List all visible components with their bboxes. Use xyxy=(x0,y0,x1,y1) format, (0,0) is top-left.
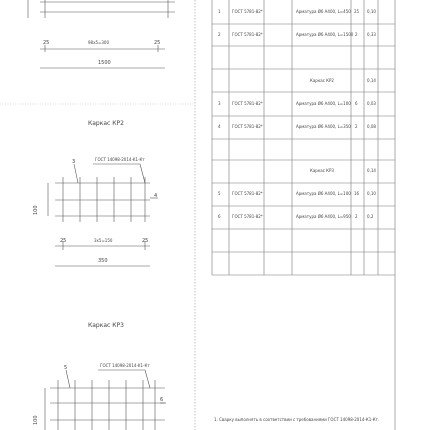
karkas2-pos-right: 4 xyxy=(154,193,158,199)
karkas3-pos-top: 5 xyxy=(64,365,68,371)
cell-pos: 4 xyxy=(218,124,221,129)
cell-qty: 25 xyxy=(354,9,360,14)
cell-qty: 16 xyxy=(354,191,360,196)
cell-name: Арматура Ø6 A400, L=1500 xyxy=(296,32,354,37)
cell-pos: 1 xyxy=(218,9,221,14)
cell-pos: 2 xyxy=(218,32,221,37)
top-dim-span: 98x5=300 xyxy=(88,40,109,45)
karkas2-total: 350 xyxy=(98,258,108,264)
karkas3-title: Каркас КР3 xyxy=(88,322,124,329)
cell-name: Арматура Ø6 A400, L=100 xyxy=(296,191,351,196)
top-dim-left: 25 xyxy=(43,40,50,46)
karkas2-pos-top: 3 xyxy=(72,159,76,165)
cell-doc: ГОСТ 5781-82* xyxy=(232,101,263,106)
cell-mass: 0,03 xyxy=(367,101,376,106)
cell-name: Каркас КР3 xyxy=(310,168,334,173)
top-dim-total: 1500 xyxy=(98,60,111,66)
karkas2-gost: ГОСТ 14098-2014-K1-Кт xyxy=(95,157,145,162)
karkas3-gost: ГОСТ 14098-2014-K1-Кт xyxy=(100,363,150,368)
cell-pos: 3 xyxy=(218,101,221,106)
cell-doc: ГОСТ 5781-82* xyxy=(232,191,263,196)
karkas3-pos-right: 6 xyxy=(160,397,164,403)
footnote: 1. Сварку выполнять в соответствии с требованиями ГОСТ 14098-2014-К1-Кт. xyxy=(214,417,380,422)
cell-mass: 0,2 xyxy=(367,214,374,219)
cell-doc: ГОСТ 5781-82* xyxy=(232,214,263,219)
karkas3-vdim: 100 xyxy=(33,415,39,425)
karkas2-bottom-left: 25 xyxy=(60,238,67,244)
cell-name: Арматура Ø6 A400, L=100 xyxy=(296,101,351,106)
top-dim-right: 25 xyxy=(154,40,161,46)
cell-pos: 6 xyxy=(218,214,221,219)
cell-qty: 2 xyxy=(355,124,358,129)
cell-qty: 6 xyxy=(355,101,358,106)
cell-mass: 0,14 xyxy=(367,168,376,173)
cell-mass: 0,08 xyxy=(367,124,376,129)
cell-mass: 0,14 xyxy=(367,78,376,83)
cell-name: Арматура Ø6 A400, L=450 xyxy=(296,9,351,14)
cell-name: Каркас КР2 xyxy=(310,78,334,83)
karkas2-bottom-span: 3x5=150 xyxy=(94,238,113,243)
cell-name: Арматура Ø6 A400, L=350 xyxy=(296,124,351,129)
cell-doc: ГОСТ 5781-82* xyxy=(232,124,263,129)
cell-qty: 2 xyxy=(355,214,358,219)
cell-doc: ГОСТ 5781-82* xyxy=(232,32,263,37)
cell-doc: ГОСТ 5781-82* xyxy=(232,9,263,14)
cell-qty: 2 xyxy=(355,32,358,37)
cell-mass: 0,10 xyxy=(367,9,376,14)
karkas2-title: Каркас КР2 xyxy=(88,120,124,127)
cell-pos: 5 xyxy=(218,191,221,196)
cell-mass: 0,33 xyxy=(367,32,376,37)
cell-name: Арматура Ø6 A400, L=950 xyxy=(296,214,351,219)
karkas2-bottom-right: 25 xyxy=(142,238,149,244)
cell-mass: 0,10 xyxy=(367,191,376,196)
karkas2-vdim: 100 xyxy=(33,205,39,215)
